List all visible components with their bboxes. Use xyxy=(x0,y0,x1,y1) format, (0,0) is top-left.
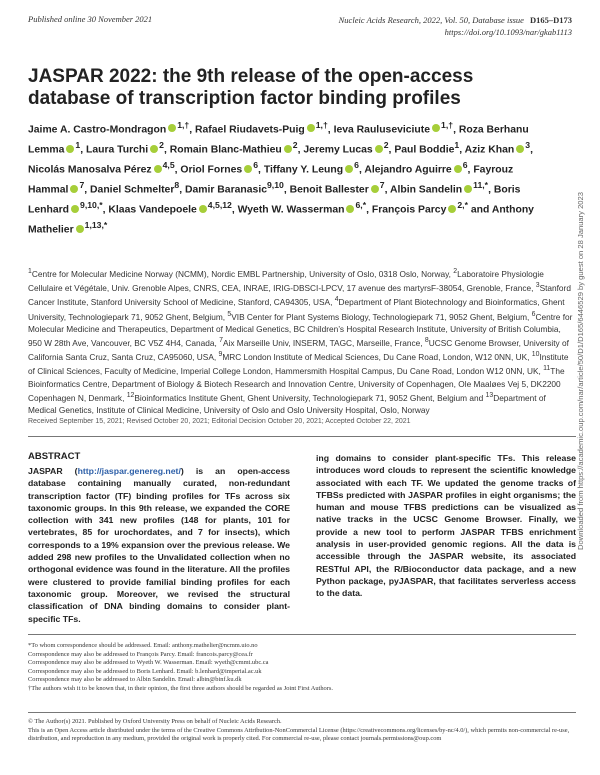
affiliation-text: VIB Center for Plant Systems Biology, Technologiepark 71, 9052 Ghent, Belgium, xyxy=(231,311,532,322)
orcid-icon[interactable] xyxy=(432,124,440,132)
orcid-icon[interactable] xyxy=(66,145,74,153)
orcid-icon[interactable] xyxy=(76,225,84,233)
orcid-icon[interactable] xyxy=(71,205,79,213)
author-name: Anthony Mathelier xyxy=(28,204,534,236)
orcid-icon[interactable] xyxy=(371,185,379,193)
orcid-icon[interactable] xyxy=(448,205,456,213)
author-affiliation-marker: 2 xyxy=(383,140,389,151)
author-affiliation-marker: 6 xyxy=(354,160,359,171)
footnote-line: Correspondence may also be addressed to Albin Sandelin. Email: albin@binf.ku.dk xyxy=(28,676,242,684)
affiliation-number: 4 xyxy=(334,296,339,304)
affiliation-number: 1 xyxy=(28,268,32,275)
abstract-heading: ABSTRACT xyxy=(28,451,81,462)
author-affiliation-marker: 4,5,12 xyxy=(207,200,232,211)
author-name: Albin Sandelin xyxy=(389,184,463,196)
affiliation-number: 7 xyxy=(219,337,223,345)
author-affiliation-marker: 1 xyxy=(454,140,460,151)
author-name: Fayrouz Hammal xyxy=(28,164,514,196)
abstract-left-column xyxy=(28,465,290,625)
page-range: D165–D173 xyxy=(529,15,572,25)
correspondence-footnotes xyxy=(28,642,576,694)
orcid-icon[interactable] xyxy=(375,145,383,153)
divider-top xyxy=(28,436,576,437)
orcid-icon[interactable] xyxy=(154,165,162,173)
received-dates: Received September 15, 2021; Revised October 20, 2021; Editorial Decision October 20, 2021; Accepted October 22, 2021 xyxy=(28,418,411,425)
affiliation-number: 11 xyxy=(543,365,551,373)
author-name: Klaas Vandepoele xyxy=(108,204,197,216)
author-name: Benoit Ballester xyxy=(289,184,369,196)
author-name: Ieva Rauluseviciute xyxy=(333,124,431,136)
author-name: Boris Lenhard xyxy=(28,184,521,216)
abstract-left-text: ) is an open-access database containing manually curated, non-redundant transcription factor (TF) binding profiles for TFs across six taxonomic groups. In this 9th release, we expanded the CORE collection with 341 new profiles (148 for plants, 101 for vertebrates, 85 for urochordates, and 7 for insects), which corresponds to a 19% expansion over the previous release. We added 298 new profiles to the Unvalidated collection when no orthogonal evidence was found in the literature. All the profiles were clustered to provide familial binding profiles for each taxonomic group. Moreover, we revised the structural classification of DNA binding domains to consider plant-specific TFs. xyxy=(28,466,290,624)
author-name: Oriol Fornes xyxy=(180,164,243,176)
affiliation-number: 5 xyxy=(227,310,232,318)
author-name: Roza Berhanu Lemma xyxy=(28,124,529,156)
affiliation-text: Aix Marseille Univ, INSERM, TAGC, Marseille, France, xyxy=(222,337,425,348)
author-name: Paul Boddie xyxy=(394,144,455,156)
license-paragraph: This is an Open Access article distributed under the terms of the Creative Commons Attribution-NonCommercial License (https://creativecommons.org/licenses/by-nc/4.0/), which permits non-commercial re-use, distribution, and reproduction in any medium, provided the original work is properly cited. For commercial re-use, please contact journals.permissions@oup.com xyxy=(28,726,570,742)
license-text xyxy=(28,718,576,744)
orcid-icon[interactable] xyxy=(464,185,472,193)
footnote-line: †The authors wish it to be known that, in their opinion, the first three authors should be regarded as Joint First Authors. xyxy=(28,684,333,692)
affiliation-number: 8 xyxy=(424,337,429,345)
orcid-icon[interactable] xyxy=(307,124,315,132)
orcid-icon[interactable] xyxy=(454,165,462,173)
author-name: Aziz Khan xyxy=(464,144,515,156)
doi-link[interactable]: https://doi.org/10.1093/nar/gkab1113 xyxy=(444,27,572,37)
author-name: Tiffany Y. Leung xyxy=(263,164,344,176)
footnote-line: Correspondence may also be addressed to François Parcy. Email: francois.parcy@cea.fr xyxy=(28,650,253,658)
orcid-icon[interactable] xyxy=(244,165,252,173)
author-affiliation-marker: 2 xyxy=(159,140,164,151)
affiliation-text: Centre for Molecular Medicine Norway (NCMM), Nordic EMBL Partnership, University of Oslo, 0318 Oslo, Norway, xyxy=(31,268,454,279)
divider-license xyxy=(28,712,576,713)
orcid-icon[interactable] xyxy=(199,205,207,213)
author-name: Laura Turchi xyxy=(86,144,149,156)
abstract-right-column: ing domains to consider plant-specific TFs. This release introduces word clouds to represent the scientific knowledge associated with each TF. We updated the genome tracks of TFBSs predicted with JASPAR profiles in eight organisms; the human and mouse TFBS predictions can be visualized as native tracks in the UCSC Genome Browser. Finally, we provide a new tool to perform JASPAR TFBS enrichment analysis in user-provided genomic regions. All the data is accessible through the JASPAR website, its associated RESTful API, the R/Bioconductor data package, and a new Python package, pyJASPAR, that facilitates serverless access to the data. xyxy=(316,453,576,599)
orcid-icon[interactable] xyxy=(284,145,292,153)
author-name: Romain Blanc-Mathieu xyxy=(169,144,282,156)
download-note-text: Downloaded from https://academic.oup.com/nar/article/50/D1/D165/6446529 by guest on 28 January 2023 xyxy=(576,192,585,550)
author-affiliation-marker: 1,† xyxy=(177,120,190,130)
author-name: François Parcy xyxy=(371,204,447,216)
author-affiliation-marker: 1 xyxy=(75,140,81,151)
affiliation-text: Centre for Molecular Medicine and Therapeutics, Department of Medical Genetics, BC Children’s Hospital Research Institute, University of British Columbia, 950 W 28th Ave, Vancouver, BC V5Z 4H4, Canada, xyxy=(28,311,573,348)
affiliation-text: Laboratoire Physiologie Cellulaire et Végétale, Univ. Grenoble Alpes, CNRS, CEA, INRAE, IRIG-DBSCI-LPCV, 17 avenue des martyrsF-38054, Grenoble, France, xyxy=(28,268,544,293)
affiliation-number: 13 xyxy=(485,392,494,400)
orcid-icon[interactable] xyxy=(516,145,524,153)
author-affiliation-marker: 7 xyxy=(379,180,385,191)
affiliation-text: Department of Plant Biotechnology and Bioinformatics, Ghent University, Technologiepark 71, 9052 Ghent, Belgium, xyxy=(28,297,565,322)
article-title: JASPAR 2022: the 9th release of the open-access database of transcription factor binding profiles xyxy=(28,66,474,109)
author-name: Rafael Riudavets-Puig xyxy=(195,124,305,136)
footnote-line: *To whom correspondence should be addressed. Email: anthony.mathelier@ncmm.uio.no xyxy=(28,642,258,649)
author-name: Alejandro Aguirre xyxy=(364,164,452,176)
orcid-icon[interactable] xyxy=(70,185,78,193)
author-affiliation-marker: 6 xyxy=(253,160,259,171)
jaspar-url-link[interactable]: http://jaspar.genereg.net/ xyxy=(77,466,181,476)
orcid-icon[interactable] xyxy=(168,124,176,132)
affiliation-number: 9 xyxy=(218,351,223,359)
author-affiliation-marker: 7 xyxy=(79,180,85,191)
author-affiliation-marker: 4,5 xyxy=(162,160,175,171)
divider-footnotes xyxy=(28,634,576,635)
abstract-lead: JASPAR ( xyxy=(28,466,78,476)
affiliation-text: MRC London Institute of Medical Sciences, Du Cane Road, London, W12 0NN, UK, xyxy=(222,352,532,363)
affiliation-number: 10 xyxy=(531,351,540,359)
author-affiliation-marker: 1,13,* xyxy=(84,220,108,231)
affiliation-number: 6 xyxy=(531,310,536,318)
author-affiliation-marker: 8 xyxy=(174,180,180,191)
author-affiliation-marker: 6,* xyxy=(355,200,367,211)
author-affiliation-marker: 3 xyxy=(525,140,531,151)
author-affiliation-marker: 6 xyxy=(462,160,468,171)
download-side-note xyxy=(576,192,590,550)
journal-header xyxy=(339,14,572,38)
affiliation-text: Bioinformatics Institute Ghent, Ghent University, Technologiepark 71, 9052 Ghent, Belgium and xyxy=(134,392,486,403)
author-affiliation-marker: 2 xyxy=(292,140,298,151)
author-list: Jaime A. Castro-Mondragon $^{1,\dagger}$, Rafael Riudavets-Puig $^{1,\dagger}$, Ieva Rauluseviciute $^{1,\dagger}$, Roza Berhanu Lemma $^1$, Laura Turchi $^2$, Romain Blanc-Mathieu $^2$, Jeremy Lucas $^2$, Paul Boddie$^1$, Aziz Khan $^3$, Nicolás Manosalva Pérez $^{4,5}$, Oriol Fornes $^6$, Tiffany Y. Leung $^6$, Alejandro Aguirre $^6$, Fayrouz Hammal $^7$, Daniel Schmelter$^8$, Damir Baranasic$^{9,10}$, Benoit Ballester $^7$, Albin Sandelin $^{11,*}$, Boris Lenhard $^{9,10,*}$, Klaas Vandepoele $^{4,5,12}$, Wyeth W. Wasserman $^{6,*}$, François Parcy $^{2,*}$ and Anthony Mathelier $^{1,13,*}$ xyxy=(28,120,534,236)
orcid-icon[interactable] xyxy=(345,165,353,173)
affiliation-text: UCSC Genome Browser, University of California Santa Cruz, Santa Cruz, CA95060, USA, xyxy=(28,337,569,363)
orcid-icon[interactable] xyxy=(150,145,158,153)
author-affiliation-marker: 1,† xyxy=(315,120,328,130)
affiliation-text: The Bioinformatics Centre, Department of Biology & Biotech Research and Innovation Centre, University of Copenhagen, Ole Maaløes Vej 5, DK2200 Copenhagen N, Denmark, xyxy=(28,366,565,403)
affiliation-number: 3 xyxy=(535,282,540,290)
author-name: Jeremy Lucas xyxy=(303,144,373,156)
published-date: Published online 30 November 2021 xyxy=(28,14,153,24)
author-name: Damir Baranasic xyxy=(184,184,267,196)
affiliations xyxy=(28,266,576,417)
author-affiliation-marker: 2,* xyxy=(457,200,468,211)
author-name: Daniel Schmelter xyxy=(90,184,175,196)
author-affiliation-marker: 9,10,* xyxy=(80,200,103,211)
footnote-line: Correspondence may also be addressed to Boris Lenhard. Email: b.lenhard@imperial.ac.uk xyxy=(28,667,262,675)
orcid-icon[interactable] xyxy=(346,205,354,213)
author-affiliation-marker: 9,10 xyxy=(266,180,284,191)
footnote-line: Correspondence may also be addressed to Wyeth W. Wasserman. Email: wyeth@cmmt.ubc.ca xyxy=(28,659,269,667)
affiliation-text: Stanford Cancer Institute, Stanford University School of Medicine, Stanford, CA94305, USA, xyxy=(28,282,571,308)
author-name: Wyeth W. Wasserman xyxy=(237,204,345,216)
author-name: Jaime A. Castro-Mondragon xyxy=(28,124,167,136)
journal-citation: Nucleic Acids Research, 2022, Vol. 50, Database issue xyxy=(338,15,524,25)
affiliation-text: Department of Medical Genetics, Institute of Clinical Medicine, University of Oslo and Oslo University Hospital, Oslo, Norway xyxy=(28,392,546,416)
author-name: Nicolás Manosalva Pérez xyxy=(28,164,152,176)
license-paragraph: © The Author(s) 2021. Published by Oxford University Press on behalf of Nucleic Acids Research. xyxy=(28,718,282,725)
affiliation-number: 12 xyxy=(126,392,135,400)
author-affiliation-marker: 1,† xyxy=(441,120,454,130)
affiliation-number: 2 xyxy=(453,268,458,275)
affiliation-text: Institute of Clinical Sciences, Faculty of Medicine, Imperial College London, Hammersmith Hospital Campus, Du Cane Road, London W12 0NN, UK, xyxy=(28,352,569,377)
author-affiliation-marker: 11,* xyxy=(473,180,489,191)
